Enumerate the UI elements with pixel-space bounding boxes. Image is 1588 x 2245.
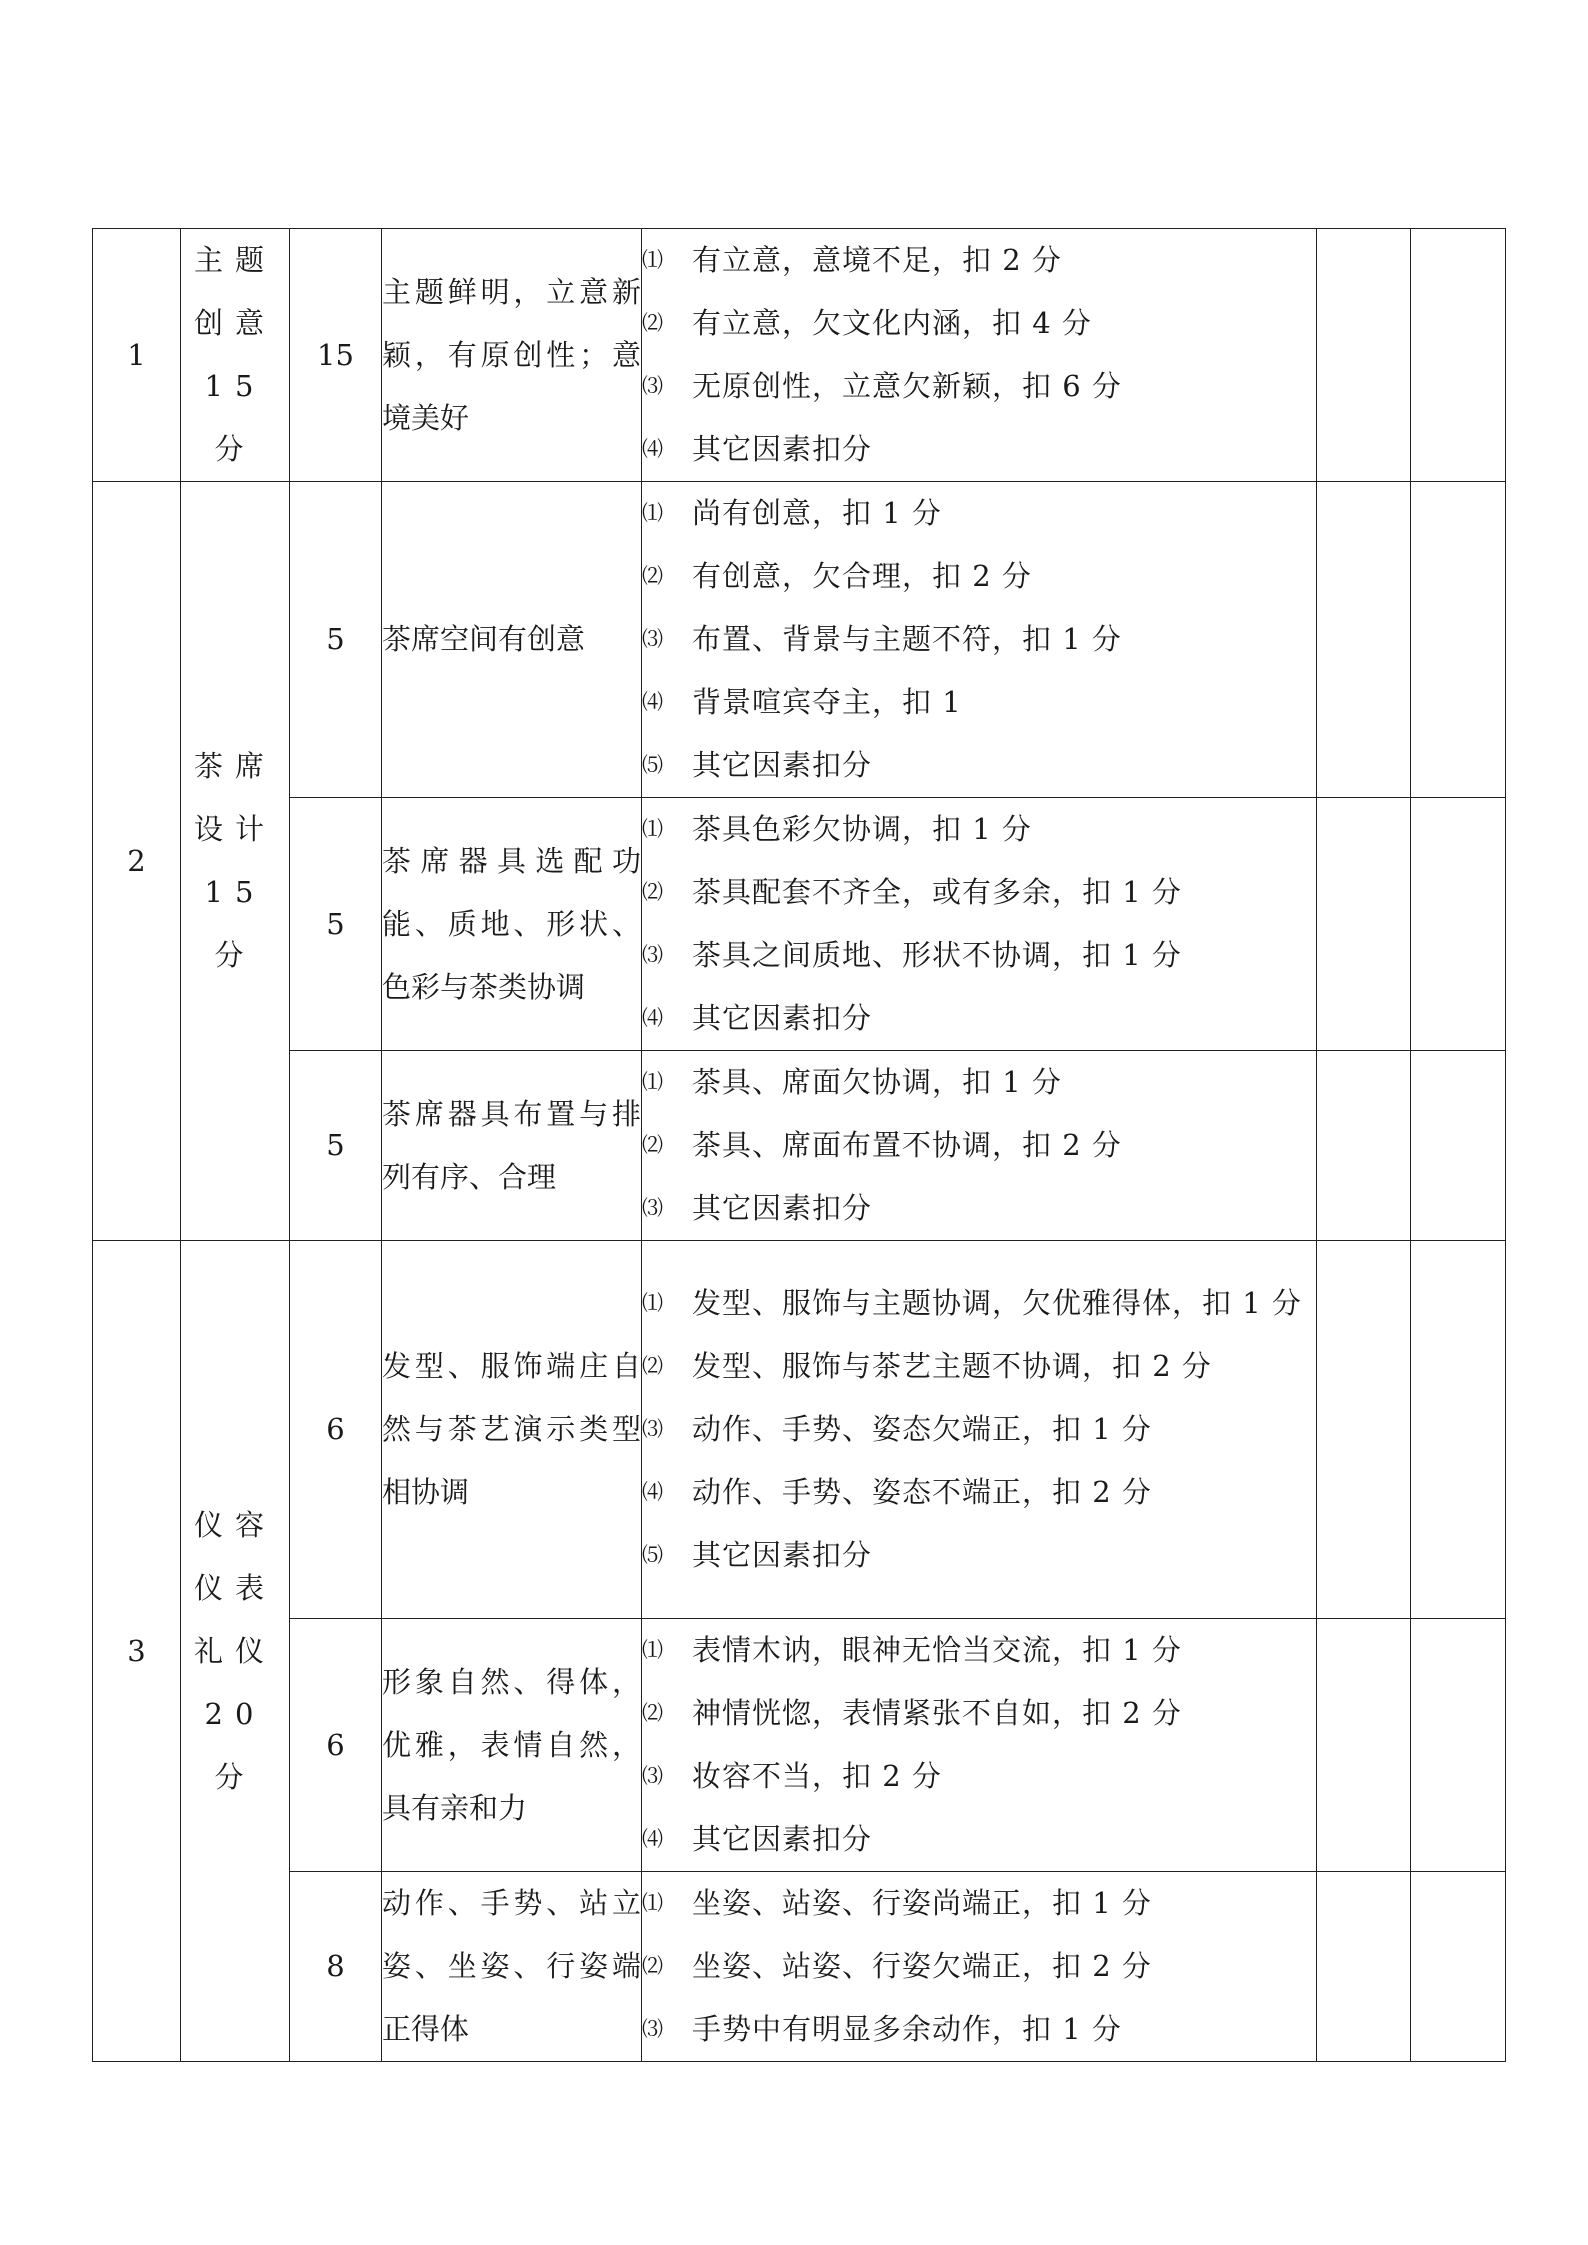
deduction-number: ⑴ <box>642 1891 663 1915</box>
row-number: 3 <box>93 1241 181 2062</box>
judge-score-cell[interactable] <box>1317 482 1411 798</box>
deduction-number: ⑷ <box>642 690 663 714</box>
judge-score-cell[interactable] <box>1317 1619 1411 1872</box>
deduction-item <box>642 734 1316 797</box>
category-line: 设计 <box>193 812 276 846</box>
category-line: 茶席 <box>193 749 276 783</box>
deduction-number: ⑶ <box>642 627 663 651</box>
deduction-item <box>642 1177 1316 1240</box>
deduction-text: 茶具、席面欠协调，扣 1 分 <box>692 1065 1062 1099</box>
deduction-item <box>642 482 1316 545</box>
deduction-cell <box>642 798 1317 1051</box>
deduction-item <box>642 1051 1316 1114</box>
remark-cell[interactable] <box>1411 1051 1506 1241</box>
deduction-text: 茶具、席面布置不协调，扣 2 分 <box>692 1128 1122 1162</box>
deduction-item <box>642 545 1316 608</box>
category-line: 15 分 <box>204 875 266 972</box>
deduction-text: 其它因素扣分 <box>692 1191 873 1225</box>
deduction-number: ⑴ <box>642 817 663 841</box>
standard-cell: 主题鲜明，立意新颖，有原创性；意境美好 <box>382 229 642 482</box>
table-row <box>93 1872 1506 2062</box>
deduction-item <box>642 418 1316 481</box>
remark-cell[interactable] <box>1411 1241 1506 1619</box>
deduction-text: 尚有创意，扣 1 分 <box>692 496 942 530</box>
deduction-cell <box>642 1619 1317 1872</box>
deduction-text: 手势中有明显多余动作，扣 1 分 <box>692 2012 1122 2046</box>
deduction-number: ⑵ <box>642 564 663 588</box>
category-cell <box>181 482 290 1241</box>
deduction-text: 坐姿、站姿、行姿尚端正，扣 1 分 <box>692 1886 1152 1920</box>
remark-cell[interactable] <box>1411 798 1506 1051</box>
judge-score-cell[interactable] <box>1317 1051 1411 1241</box>
deduction-item <box>642 987 1316 1050</box>
deduction-number: ⑷ <box>642 1480 663 1504</box>
deduction-item <box>642 1461 1316 1524</box>
deduction-item <box>642 1872 1316 1935</box>
remark-cell[interactable] <box>1411 1619 1506 1872</box>
table-row <box>93 482 1506 798</box>
score-cell: 8 <box>290 1872 382 2062</box>
deduction-number: ⑸ <box>642 1543 663 1567</box>
score-cell: 6 <box>290 1241 382 1619</box>
deduction-cell <box>642 1241 1317 1619</box>
deduction-item <box>642 1398 1316 1461</box>
deduction-item <box>642 861 1316 924</box>
standard-cell: 茶席器具选配功能、质地、形状、色彩与茶类协调 <box>382 798 642 1051</box>
deduction-number: ⑷ <box>642 1006 663 1030</box>
row-number: 1 <box>93 229 181 482</box>
deduction-text: 无原创性，立意欠新颖，扣 6 分 <box>692 369 1122 403</box>
standard-cell: 发型、服饰端庄自然与茶艺演示类型相协调 <box>382 1241 642 1619</box>
category-line: 仪容 <box>193 1507 276 1542</box>
deduction-number: ⑶ <box>642 1196 663 1220</box>
deduction-text: 发型、服饰与主题协调，欠优雅得体，扣 1 分 <box>692 1286 1302 1320</box>
deduction-item <box>642 355 1316 418</box>
deduction-text: 发型、服饰与茶艺主题不协调，扣 2 分 <box>692 1349 1212 1383</box>
judge-score-cell[interactable] <box>1317 1872 1411 2062</box>
deduction-text: 茶具色彩欠协调，扣 1 分 <box>692 812 1032 846</box>
judge-score-cell[interactable] <box>1317 1241 1411 1619</box>
deduction-item <box>642 1272 1316 1335</box>
deduction-number: ⑸ <box>642 753 663 777</box>
deduction-number: ⑵ <box>642 1701 663 1725</box>
deduction-number: ⑶ <box>642 374 663 398</box>
scoring-table <box>92 228 1506 2062</box>
deduction-text: 茶具之间质地、形状不协调，扣 1 分 <box>692 938 1182 972</box>
deduction-text: 妆容不当，扣 2 分 <box>692 1759 942 1793</box>
deduction-item <box>642 798 1316 861</box>
score-cell: 5 <box>290 798 382 1051</box>
table-row <box>93 1051 1506 1241</box>
score-cell: 6 <box>290 1619 382 1872</box>
table-row <box>93 229 1506 482</box>
deduction-item <box>642 608 1316 671</box>
deduction-number: ⑵ <box>642 880 663 904</box>
deduction-text: 布置、背景与主题不符，扣 1 分 <box>692 622 1122 656</box>
deduction-item <box>642 1808 1316 1871</box>
deduction-text: 动作、手势、姿态欠端正，扣 1 分 <box>692 1412 1152 1446</box>
deduction-item <box>642 1114 1316 1177</box>
standard-cell: 茶席器具布置与排列有序、合理 <box>382 1051 642 1241</box>
remark-cell[interactable] <box>1411 229 1506 482</box>
category-line: 主题 <box>193 243 276 277</box>
deduction-number: ⑴ <box>642 1070 663 1094</box>
deduction-item <box>642 292 1316 355</box>
standard-cell: 茶席空间有创意 <box>382 482 642 798</box>
deduction-number: ⑷ <box>642 437 663 461</box>
deduction-item <box>642 924 1316 987</box>
deduction-text: 有立意，意境不足，扣 2 分 <box>692 243 1062 277</box>
category-line: 创意 <box>193 306 276 340</box>
table-row <box>93 1241 1506 1619</box>
deduction-item <box>642 1335 1316 1398</box>
category-cell <box>181 229 290 482</box>
category-line: 礼仪 <box>193 1633 276 1668</box>
deduction-number: ⑵ <box>642 1133 663 1157</box>
deduction-number: ⑶ <box>642 2017 663 2041</box>
deduction-cell <box>642 482 1317 798</box>
deduction-item <box>642 1619 1316 1682</box>
category-line: 仪表 <box>193 1570 276 1605</box>
category-line: 20 分 <box>204 1696 266 1794</box>
deduction-text: 背景喧宾夺主，扣 1 <box>692 685 962 719</box>
deduction-number: ⑶ <box>642 1764 663 1788</box>
deduction-number: ⑴ <box>642 1638 663 1662</box>
category-cell <box>181 1241 290 2062</box>
deduction-number: ⑴ <box>642 501 663 525</box>
standard-cell: 形象自然、得体，优雅，表情自然，具有亲和力 <box>382 1619 642 1872</box>
deduction-cell <box>642 229 1317 482</box>
deduction-text: 动作、手势、姿态不端正，扣 2 分 <box>692 1475 1152 1509</box>
deduction-number: ⑶ <box>642 943 663 967</box>
deduction-item <box>642 1524 1316 1587</box>
remark-cell[interactable] <box>1411 482 1506 798</box>
deduction-text: 其它因素扣分 <box>692 748 873 782</box>
deduction-text: 其它因素扣分 <box>692 1538 873 1572</box>
deduction-item <box>642 229 1316 292</box>
deduction-number: ⑵ <box>642 311 663 335</box>
deduction-item <box>642 1745 1316 1808</box>
deduction-number: ⑵ <box>642 1954 663 1978</box>
judge-score-cell[interactable] <box>1317 798 1411 1051</box>
deduction-item <box>642 671 1316 734</box>
deduction-text: 其它因素扣分 <box>692 432 873 466</box>
deduction-number: ⑷ <box>642 1827 663 1851</box>
score-cell: 5 <box>290 482 382 798</box>
deduction-text: 坐姿、站姿、行姿欠端正，扣 2 分 <box>692 1949 1152 1983</box>
deduction-text: 有立意，欠文化内涵，扣 4 分 <box>692 306 1092 340</box>
deduction-text: 有创意，欠合理，扣 2 分 <box>692 559 1032 593</box>
row-number: 2 <box>93 482 181 1241</box>
deduction-item <box>642 1682 1316 1745</box>
deduction-text: 其它因素扣分 <box>692 1001 873 1035</box>
deduction-item <box>642 1998 1316 2061</box>
deduction-text: 其它因素扣分 <box>692 1822 873 1856</box>
deduction-number: ⑵ <box>642 1354 663 1378</box>
deduction-number: ⑴ <box>642 248 663 272</box>
table-row <box>93 1619 1506 1872</box>
deduction-number: ⑶ <box>642 1417 663 1441</box>
judge-score-cell[interactable] <box>1317 229 1411 482</box>
score-cell: 5 <box>290 1051 382 1241</box>
category-line: 15 分 <box>204 369 266 466</box>
deduction-text: 表情木讷，眼神无恰当交流，扣 1 分 <box>692 1633 1182 1667</box>
deduction-cell <box>642 1872 1317 2062</box>
deduction-text: 神情恍惚，表情紧张不自如，扣 2 分 <box>692 1696 1182 1730</box>
deduction-text: 茶具配套不齐全，或有多余，扣 1 分 <box>692 875 1182 909</box>
remark-cell[interactable] <box>1411 1872 1506 2062</box>
deduction-cell <box>642 1051 1317 1241</box>
deduction-number: ⑴ <box>642 1291 663 1315</box>
table-row <box>93 798 1506 1051</box>
deduction-item <box>642 1935 1316 1998</box>
standard-cell: 动作、手势、站立姿、坐姿、行姿端正得体 <box>382 1872 642 2062</box>
score-cell: 15 <box>290 229 382 482</box>
